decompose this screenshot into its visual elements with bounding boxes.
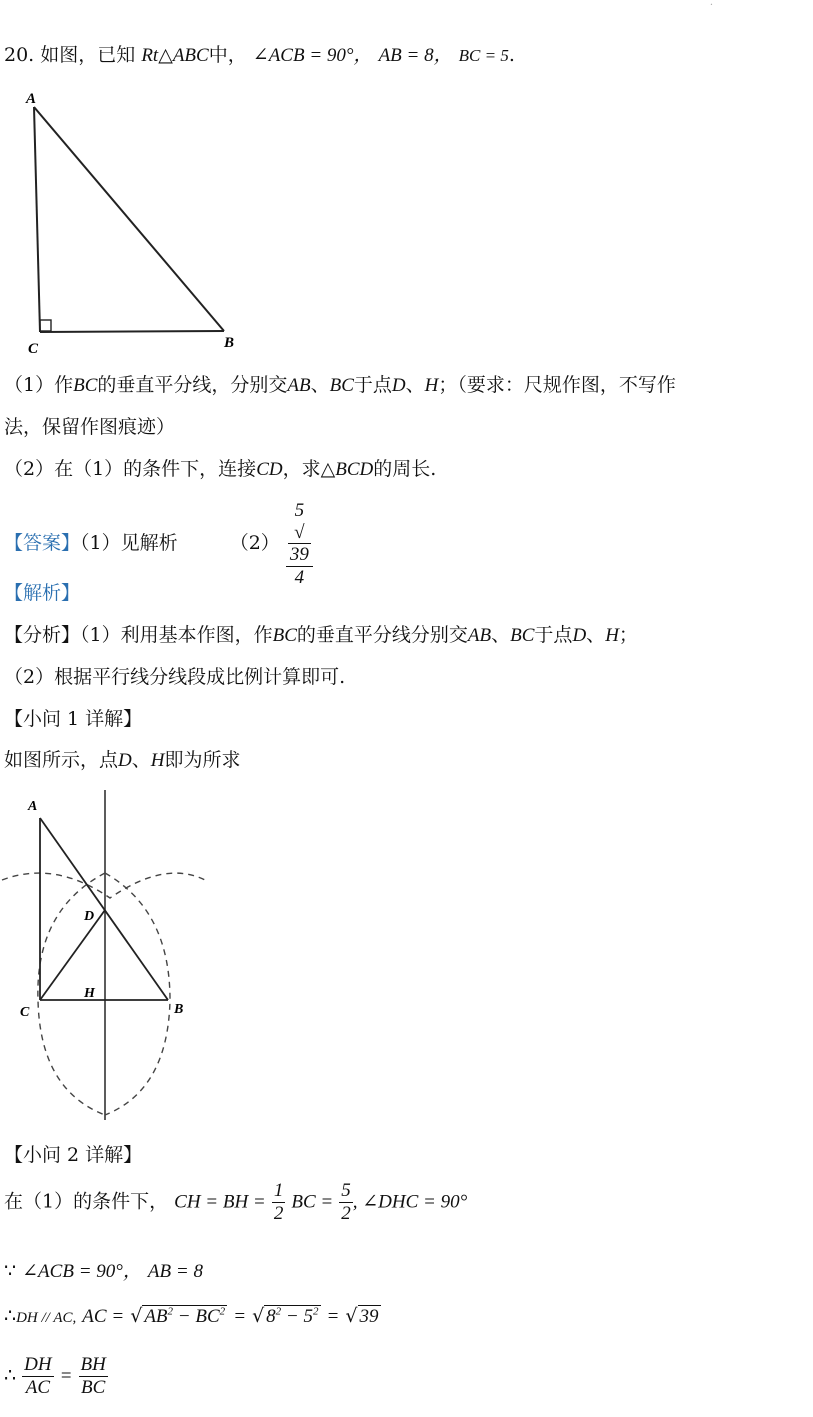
sub1-title: 【小问 1 详解】 — [4, 708, 143, 730]
sub2-line1: 在（1）的条件下， CH = BH = $\frac{1}{2}$ BC = $\frac{5}{2}$ , ∠DHC = 90° — [4, 1180, 468, 1224]
point-label-d: D — [84, 909, 95, 924]
answer-label: 【答案】 — [4, 532, 81, 555]
vertex-label-b: B — [224, 335, 235, 351]
vertex-label-a: A — [26, 91, 37, 107]
vertex-label-b: B — [174, 1002, 184, 1017]
sub1-text: 如图所示，点D、H即为所求 — [4, 749, 241, 771]
figure-triangle-abc — [0, 85, 260, 360]
fenxi-line1: 【分析】（1）利用基本作图，作BC的垂直平分线分别交AB、BC于点D、H； — [4, 624, 638, 646]
side-ab — [34, 107, 224, 331]
arc-left — [38, 873, 105, 1115]
problem-number: 20. — [4, 44, 35, 66]
segment-cd — [40, 910, 105, 1000]
side-ac — [34, 107, 40, 332]
arc-right — [105, 873, 170, 1115]
scan-speck: · — [709, 0, 713, 11]
vertex-label-c: C — [20, 1005, 30, 1020]
problem-statement: 20. 如图，已知 Rt△ABC中， ∠ACB = 90°， AB = 8， BC = 5. — [4, 44, 515, 66]
question-1-line2: 法，保留作图痕迹） — [4, 416, 176, 438]
answer-fraction: 5 √ 39 4 — [286, 500, 313, 588]
arc-top — [2, 873, 205, 898]
sub2-line2: ∵ ∠ACB = 90°， AB = 8 — [4, 1260, 203, 1282]
fenxi-line2: （2）根据平行线分线段成比例计算即可. — [4, 666, 346, 688]
question-2: （2）在（1）的条件下，连接CD，求△BCD的周长. — [4, 458, 437, 480]
sub2-line3: ∴DH // AC, AC = √ $AB^2 - BC^2$ = √ $8^2 - 5^2$ = √ 39 — [4, 1305, 379, 1327]
sub2-line4: ∴ $\frac{DH}{AC}$ = $\frac{BH}{BC}$ — [4, 1354, 106, 1398]
side-cb — [40, 331, 224, 332]
sub2-title: 【小问 2 详解】 — [4, 1144, 143, 1166]
vertex-label-c: C — [28, 341, 39, 357]
question-1: （1）作BC的垂直平分线，分别交AB、BC于点D、H；（要求：尺规作图，不写作 — [4, 374, 676, 396]
right-angle-mark — [40, 320, 51, 331]
vertex-label-a: A — [28, 799, 38, 814]
figure-construction — [0, 790, 215, 1125]
point-label-h: H — [84, 986, 95, 1001]
analysis-label: 【解析】 — [4, 582, 81, 604]
answer-line: 【答案】（1）见解析 （2） 5 √ 39 4 — [4, 500, 313, 588]
